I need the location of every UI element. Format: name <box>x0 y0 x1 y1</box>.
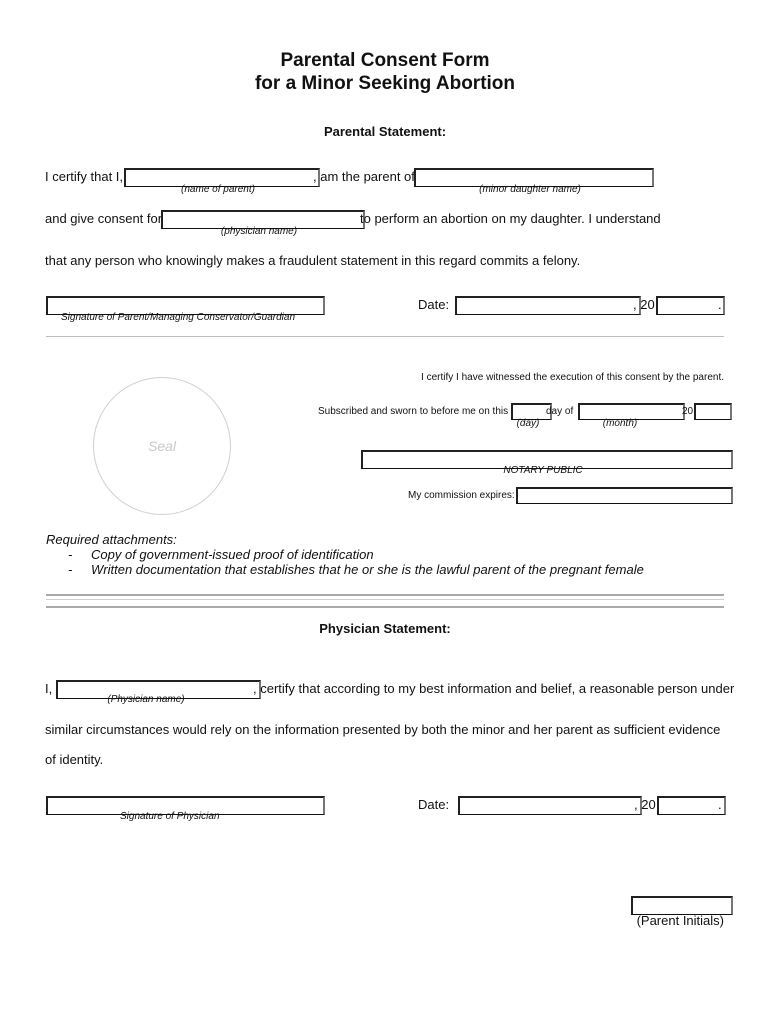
physician-year-prefix: , 20 <box>634 797 656 812</box>
attachments-heading: Required attachments: <box>46 532 177 547</box>
day-of-text: day of <box>546 406 574 417</box>
physician-date-period: . <box>718 797 722 812</box>
parent-date-period: . <box>718 297 722 312</box>
section-divider <box>46 336 724 337</box>
physician-date-field[interactable] <box>458 796 642 815</box>
parent-year-field[interactable] <box>656 296 725 315</box>
physician-year-field[interactable] <box>657 796 726 815</box>
notary-public-caption: NOTARY PUBLIC <box>503 465 583 476</box>
attachment-item-2: Written documentation that establishes that he or she is the lawful parent of the pregnant female <box>91 562 644 577</box>
parent-initials-label: (Parent Initials) <box>636 913 724 928</box>
sworn-prefix: Subscribed and sworn to before me on this <box>318 406 509 417</box>
physician-signature-caption: Signature of Physician <box>120 811 220 822</box>
commission-label: My commission expires: <box>408 490 515 501</box>
sworn-year-field[interactable] <box>694 403 732 420</box>
form-title-line1: Parental Consent Form <box>280 50 490 71</box>
physician-statement-heading: Physician Statement: <box>319 621 451 636</box>
consent-prefix: and give consent for <box>45 211 163 226</box>
notary-seal-circle <box>93 377 231 515</box>
day-caption: (day) <box>516 418 540 429</box>
parent-name-caption: (name of parent) <box>181 184 255 195</box>
physician-line2: similar circumstances would rely on the information presented by both the minor and her parent as sufficient evidence <box>45 722 721 737</box>
daughter-name-caption: (minor daughter name) <box>479 184 581 195</box>
physician-line1-prefix: I, <box>45 681 53 696</box>
parent-signature-caption: Signature of Parent/Managing Conservator/Guardian <box>61 312 296 323</box>
section-double-divider <box>46 594 724 608</box>
physician-statement-name-caption: (Physician name) <box>107 694 185 705</box>
parent-of-text: , am the parent of <box>313 169 415 184</box>
certify-prefix: I certify that I, <box>45 169 124 184</box>
physician-line3: of identity. <box>45 752 104 767</box>
seal-label: Seal <box>147 438 177 454</box>
witness-statement: I certify I have witnessed the execution of this consent by the parent. <box>421 372 724 383</box>
parent-date-field[interactable] <box>455 296 641 315</box>
felony-statement: that any person who knowingly makes a fraudulent statement in this regard commits a felony. <box>45 253 581 268</box>
form-title-line2: for a Minor Seeking Abortion <box>254 73 516 94</box>
physician-line1-suffix: , certify that according to my best information and belief, a reasonable person under <box>253 681 735 696</box>
sworn-year-label: 20 <box>682 406 694 417</box>
attachment-item-1: Copy of government-issued proof of identification <box>91 547 374 562</box>
month-caption: (month) <box>602 418 638 429</box>
parent-year-prefix: , 20 <box>633 297 655 312</box>
commission-expires-field[interactable] <box>516 487 733 504</box>
consent-suffix: to perform an abortion on my daughter. I understand <box>360 211 661 226</box>
attachment-bullet-2: - <box>68 562 73 577</box>
physician-date-label: Date: <box>418 797 450 812</box>
physician-name-caption: (physician name) <box>220 226 298 237</box>
parent-date-label: Date: <box>418 297 450 312</box>
parental-statement-heading: Parental Statement: <box>323 124 447 139</box>
attachment-bullet-1: - <box>68 547 73 562</box>
